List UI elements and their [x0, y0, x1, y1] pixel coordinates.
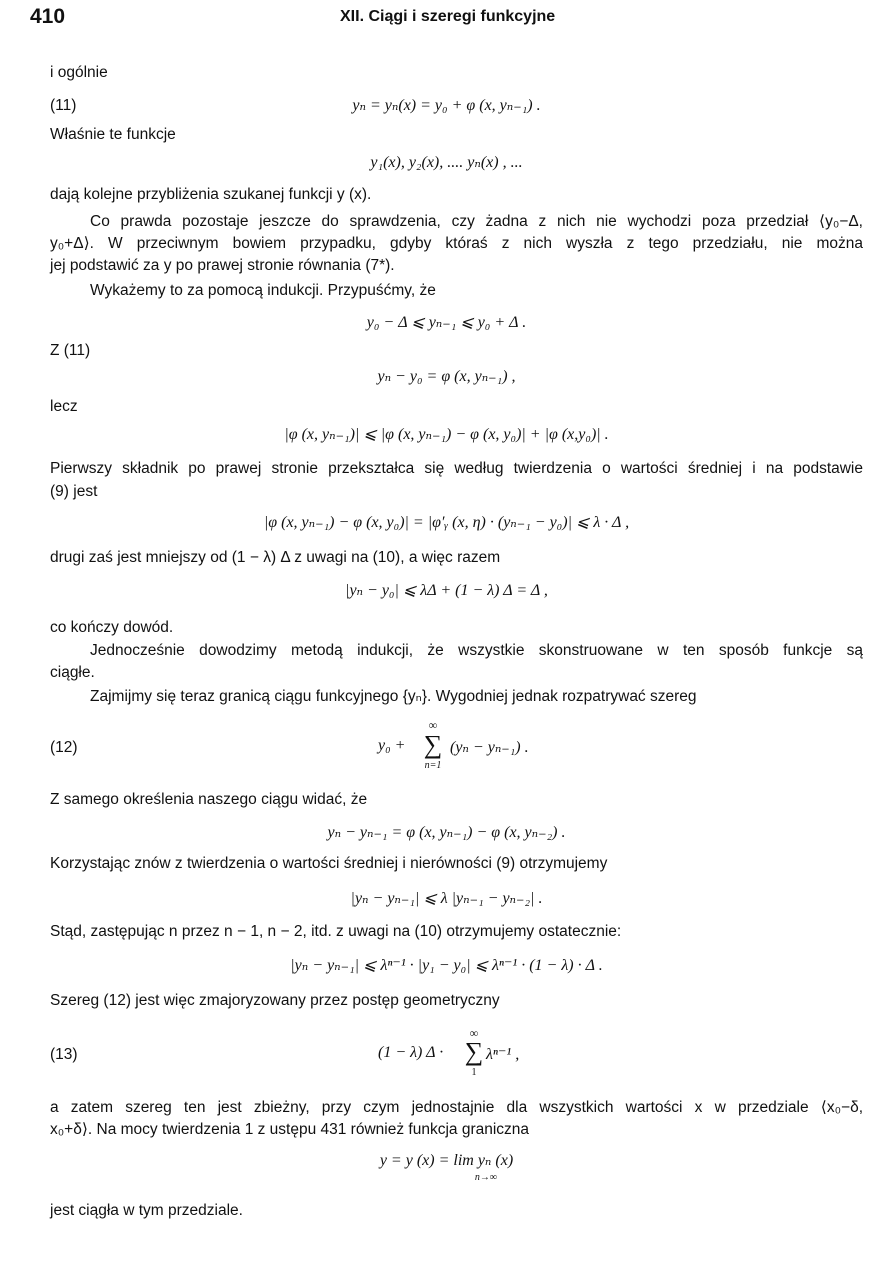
eq13-term: λⁿ⁻¹ , — [486, 1046, 520, 1063]
equation-11: yₙ = yₙ(x) = y₀ + φ (x, yₙ₋₁) . — [352, 97, 541, 114]
text-line: Pierwszy składnik po prawej stronie przekształca się według twierdzenia o wartości średniej i na podstawie — [50, 460, 863, 477]
text-line: Korzystając znów z twierdzenia o wartości średniej i nierówności (9) otrzymujemy — [50, 855, 608, 872]
text-line: Zajmijmy się teraz granicą ciągu funkcyjnego {yₙ}. Wygodniej jednak rozpatrywać szereg — [90, 688, 697, 705]
equation-13 — [378, 1026, 578, 1084]
equation-limit — [0, 1150, 893, 1190]
text-line: Z samego określenia naszego ciągu widać, że — [50, 791, 368, 808]
text-line: jest ciągła w tym przedziale. — [50, 1202, 243, 1219]
text-line: Właśnie te funkcje — [50, 126, 176, 143]
equation-lambda: |yₙ − yₙ₋₁| ⩽ λ |yₙ₋₁ − yₙ₋₂| . — [350, 890, 543, 907]
eq12-lead: y₀ + — [378, 737, 406, 754]
text-line: co kończy dowód. — [50, 619, 174, 636]
equation-absolute: |φ (x, yₙ₋₁)| ⩽ |φ (x, yₙ₋₁) − φ (x, y₀)| + |φ (x,y₀)| . — [284, 426, 609, 443]
equation-label: (11) — [50, 97, 77, 114]
equation-function-list: y₁(x), y₂(x), .... yₙ(x) , ... — [370, 154, 523, 171]
running-header — [0, 5, 893, 31]
eq13-sigma: ∑ — [464, 1037, 484, 1066]
eq12-sum-upper: ∞ — [428, 718, 438, 732]
text-line: Stąd, zastępując n przez n − 1, n − 2, itd. z uwagi na (10) otrzymujemy ostatecznie: — [50, 923, 622, 940]
eq-limit-subscript: n→∞ — [474, 1172, 498, 1183]
eq13-sum-lower: 1 — [471, 1067, 477, 1078]
text-line: jej podstawić za y po prawej stronie równania (7*). — [50, 257, 395, 274]
equation-inequality: y₀ − Δ ⩽ yₙ₋₁ ⩽ y₀ + Δ . — [366, 314, 527, 331]
text-line: Szereg (12) jest więc zmajoryzowany przez postęp geometryczny — [50, 992, 500, 1009]
eq12-sum-lower: n=1 — [424, 760, 442, 771]
text-line: drugi zaś jest mniejszy od (1 − λ) Δ z uwagi na (10), a więc razem — [50, 549, 501, 566]
text-line: Jednocześnie dowodzimy metodą indukcji, że wszystkie skonstruowane w ten sposób funkcje są — [90, 642, 863, 659]
eq12-term: (yₙ − yₙ₋₁) . — [450, 739, 529, 756]
equation-12 — [378, 718, 578, 778]
equation-label: (13) — [50, 1046, 78, 1063]
equation-label: (12) — [50, 739, 78, 756]
page-number: 410 — [30, 5, 66, 28]
text-line: i ogólnie — [50, 64, 108, 81]
equation-final-bound: |yₙ − yₙ₋₁| ⩽ λⁿ⁻¹ · |y₁ − y₀| ⩽ λⁿ⁻¹ · (1 − λ) · Δ . — [290, 957, 603, 974]
eq13-lead: (1 − λ) Δ · — [378, 1044, 444, 1061]
text-line: y₀+Δ⟩. W przeciwnym bowiem przypadku, gdyby któraś z nich wyszła z tego przedziału, nie można — [50, 235, 863, 252]
text-line: lecz — [50, 398, 78, 415]
text-line: a zatem szereg ten jest zbieżny, przy czym jednostajnie dla wszystkich wartości x w przedziale ⟨x₀−δ, — [50, 1099, 863, 1116]
running-title: XII. Ciągi i szeregi funkcyjne — [340, 8, 556, 25]
text-line: x₀+δ⟩. Na mocy twierdzenia 1 z ustępu 431 również funkcja graniczna — [50, 1121, 530, 1138]
eq-limit-main: y = y (x) = lim yₙ (x) — [379, 1152, 514, 1169]
equation-difference: yₙ − y₀ = φ (x, yₙ₋₁) , — [377, 368, 516, 385]
text-line: ciągłe. — [50, 664, 95, 681]
equation-recurrence: yₙ − yₙ₋₁ = φ (x, yₙ₋₁) − φ (x, yₙ₋₂) . — [327, 824, 566, 841]
eq13-sum-upper: ∞ — [469, 1026, 479, 1040]
text-line: Co prawda pozostaje jeszcze do sprawdzenia, czy żadna z nich nie wychodzi poza przedział ⟨y₀−Δ, — [90, 213, 863, 230]
equation-sum: |yₙ − y₀| ⩽ λΔ + (1 − λ) Δ = Δ , — [345, 582, 548, 599]
text-line: Z (11) — [50, 342, 91, 359]
text-line: dają kolejne przybliżenia szukanej funkcji y (x). — [50, 186, 372, 203]
text-line: Wykażemy to za pomocą indukcji. Przypuśćmy, że — [90, 282, 436, 299]
eq12-sigma: ∑ — [423, 730, 443, 759]
text-line: (9) jest — [50, 483, 98, 500]
equation-mean-value: |φ (x, yₙ₋₁) − φ (x, y₀)| = |φ′ᵧ (x, η) · (yₙ₋₁ − y₀)| ⩽ λ · Δ , — [263, 514, 630, 531]
